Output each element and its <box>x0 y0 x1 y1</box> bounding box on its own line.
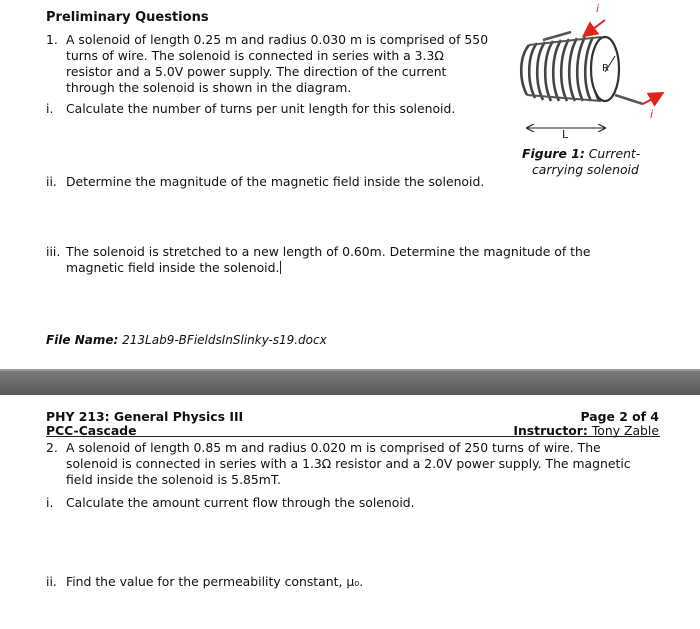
question-1-line-4: through the solenoid is shown in the diagram. <box>66 80 352 95</box>
current-arrow-in <box>585 20 605 35</box>
figure-label-i-top: i <box>596 2 600 15</box>
current-arrow-out <box>643 94 661 104</box>
figure-label-i-right: i <box>650 108 654 121</box>
question-2-line-3: field inside the solenoid is 5.85mT. <box>66 472 281 487</box>
instructor: Instructor: Tony Zable <box>513 423 659 438</box>
figure-caption-line-2: carrying solenoid <box>532 162 639 177</box>
question-2-number: 2. <box>46 440 58 455</box>
school-name: PCC-Cascade <box>46 423 137 438</box>
part-ii-label: ii. <box>46 174 57 189</box>
figure-label-r: R <box>602 63 609 74</box>
question-1-line-1: A solenoid of length 0.25 m and radius 0.030 m is comprised of 550 <box>66 32 489 47</box>
part-i-text: Calculate the number of turns per unit length for this solenoid. <box>66 101 456 116</box>
file-name: File Name: 213Lab9-BFieldsInSlinky-s19.docx <box>46 333 327 347</box>
part-iii-label: iii. <box>46 244 61 259</box>
part-iii-line-2[interactable]: magnetic field inside the solenoid. <box>66 260 280 275</box>
question-1-number: 1. <box>46 32 58 47</box>
part-i-label: i. <box>46 101 54 116</box>
q2-part-ii-text: Find the value for the permeability constant, μ₀. <box>66 574 364 589</box>
q2-part-i-text: Calculate the amount current flow through the solenoid. <box>66 495 415 510</box>
solenoid-coils <box>521 37 601 101</box>
header-rule <box>46 436 660 437</box>
question-2-line-2: solenoid is connected in series with a 1.3Ω resistor and a 2.0V power supply. The magnetic <box>66 456 631 471</box>
figure-caption-line-1: Figure 1: Current- <box>522 146 641 161</box>
q2-part-ii-label: ii. <box>46 574 57 589</box>
figure-label-l: L <box>562 128 569 141</box>
q2-part-i-label: i. <box>46 495 54 510</box>
section-heading: Preliminary Questions <box>46 10 209 25</box>
text-cursor <box>280 261 281 274</box>
course-title: PHY 213: General Physics III <box>46 409 244 424</box>
part-ii-text: Determine the magnitude of the magnetic field inside the solenoid. <box>66 174 485 189</box>
part-iii-line-1: The solenoid is stretched to a new length of 0.60m. Determine the magnitude of the <box>66 244 591 259</box>
page-separator <box>0 369 700 395</box>
question-1-line-2: turns of wire. The solenoid is connected in series with a 3.3Ω <box>66 48 444 63</box>
page-number: Page 2 of 4 <box>580 409 659 424</box>
question-1-line-3: resistor and a 5.0V power supply. The direction of the current <box>66 64 447 79</box>
question-2-line-1: A solenoid of length 0.85 m and radius 0.020 m is comprised of 250 turns of wire. The <box>66 440 601 455</box>
